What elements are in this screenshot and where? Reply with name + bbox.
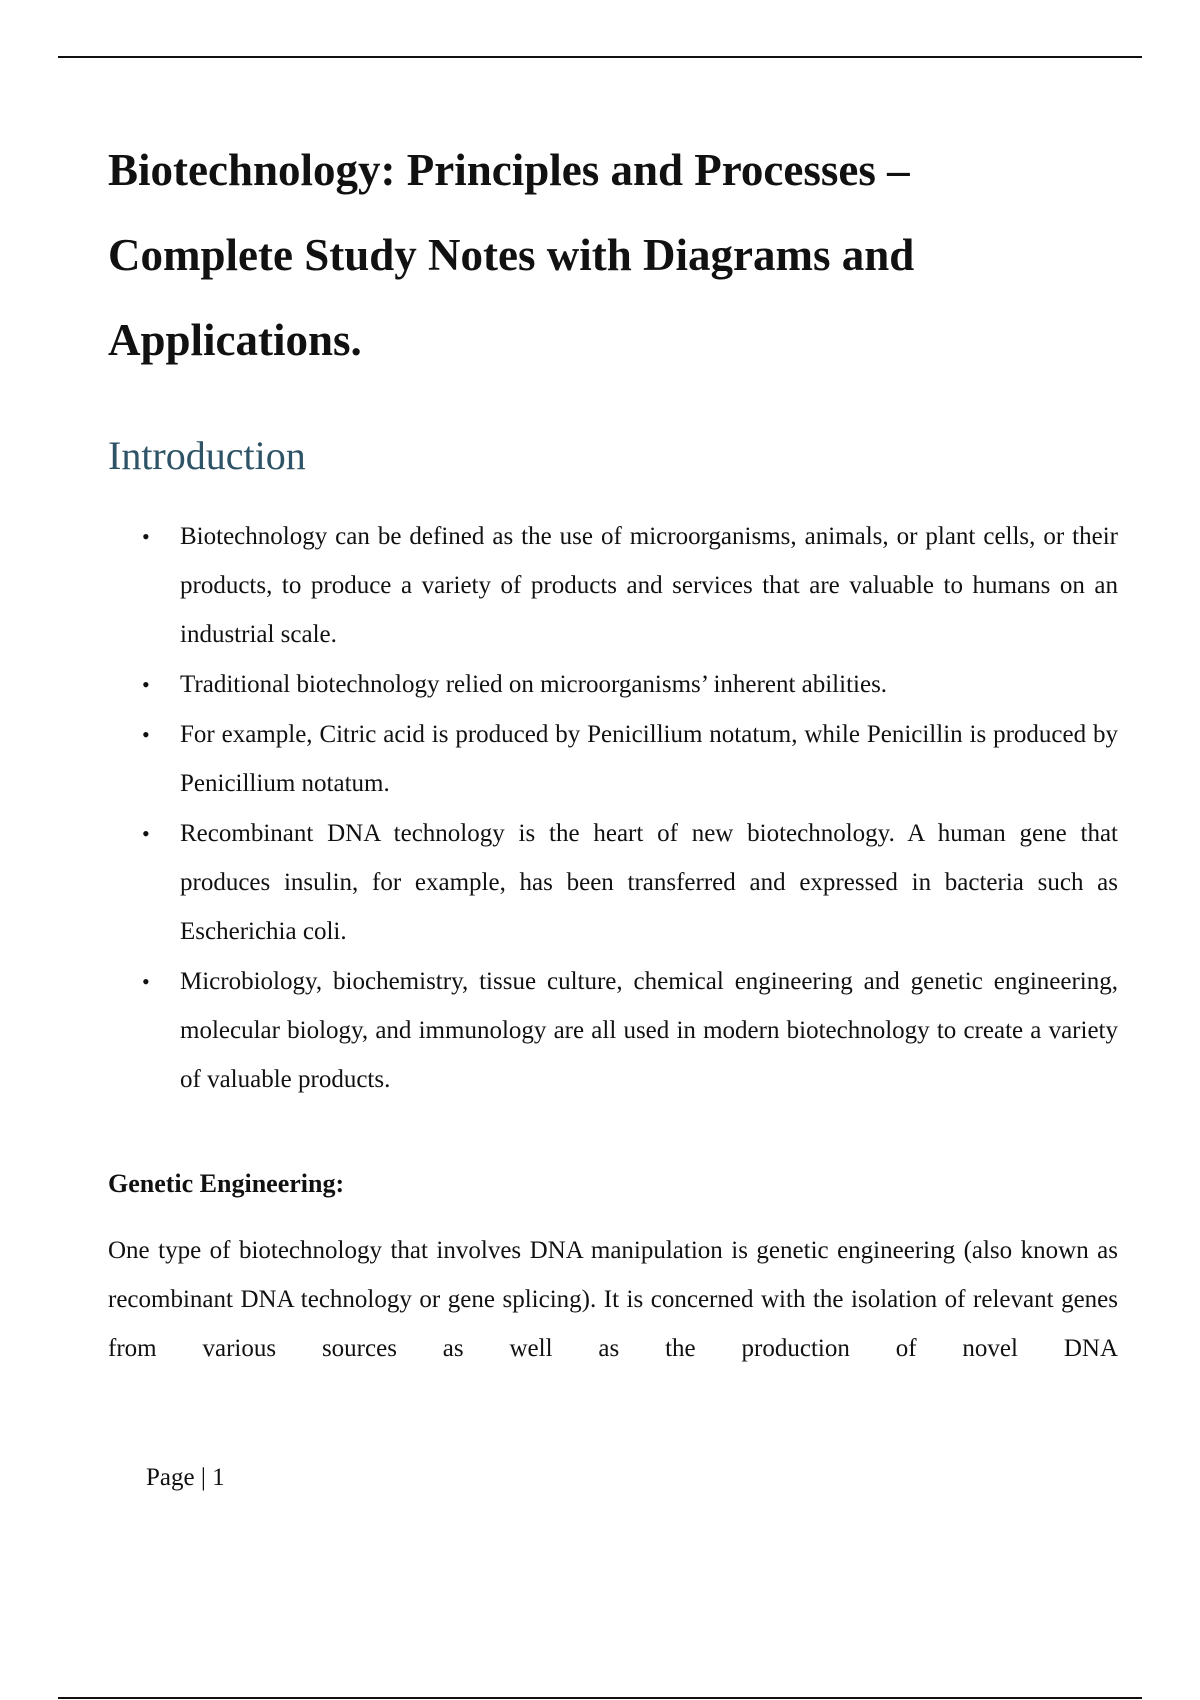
list-item-text: Biotechnology can be defined as the use of microorganisms, animals, or plant cells, or their products, to produce a variety of products and services that are valuable to humans on an industrial scale. [180,523,1118,648]
list-item-text: Microbiology, biochemistry, tissue culture, chemical engineering and genetic engineering, molecular biology, and immunology are all used in modern biotechnology to create a variety of valuable products. [180,968,1118,1093]
list-item [108,957,1118,1104]
list-item-text: For example, Citric acid is produced by Penicillium notatum, while Penicillin is produced by Penicillium notatum. [180,721,1118,797]
list-item-text: Recombinant DNA technology is the heart of new biotechnology. A human gene that produces insulin, for example, has been transferred and expressed in bacteria such as Escherichia coli. [180,820,1118,945]
page-number: Page | 1 [146,1464,225,1491]
bullet-icon: • [142,969,150,994]
list-item [108,512,1118,659]
list-item-text: Traditional biotechnology relied on microorganisms’ inherent abilities. [180,671,888,698]
bullet-icon: • [142,821,150,846]
genetic-engineering-paragraph: One type of biotechnology that involves DNA manipulation is genetic engineering (also known as recombinant DNA technology or gene splicing). It is concerned with the isolation of relevant genes from various sources as well as the production of novel DNA [108,1237,1118,1362]
subheading-genetic-engineering: Genetic Engineering: [108,1169,345,1198]
header-rule [58,56,1142,58]
introduction-bullet-list [108,512,1118,1105]
list-item [108,660,1118,709]
bullet-icon: • [142,524,150,549]
section-heading-introduction: Introduction [108,433,306,478]
page-title: Biotechnology: Principles and Processes – Complete Study Notes with Diagrams and Applications. [108,145,915,365]
list-item [108,809,1118,956]
bullet-icon: • [142,722,150,747]
footer-rule [58,1697,1142,1699]
list-item [108,710,1118,808]
bullet-icon: • [142,672,150,697]
